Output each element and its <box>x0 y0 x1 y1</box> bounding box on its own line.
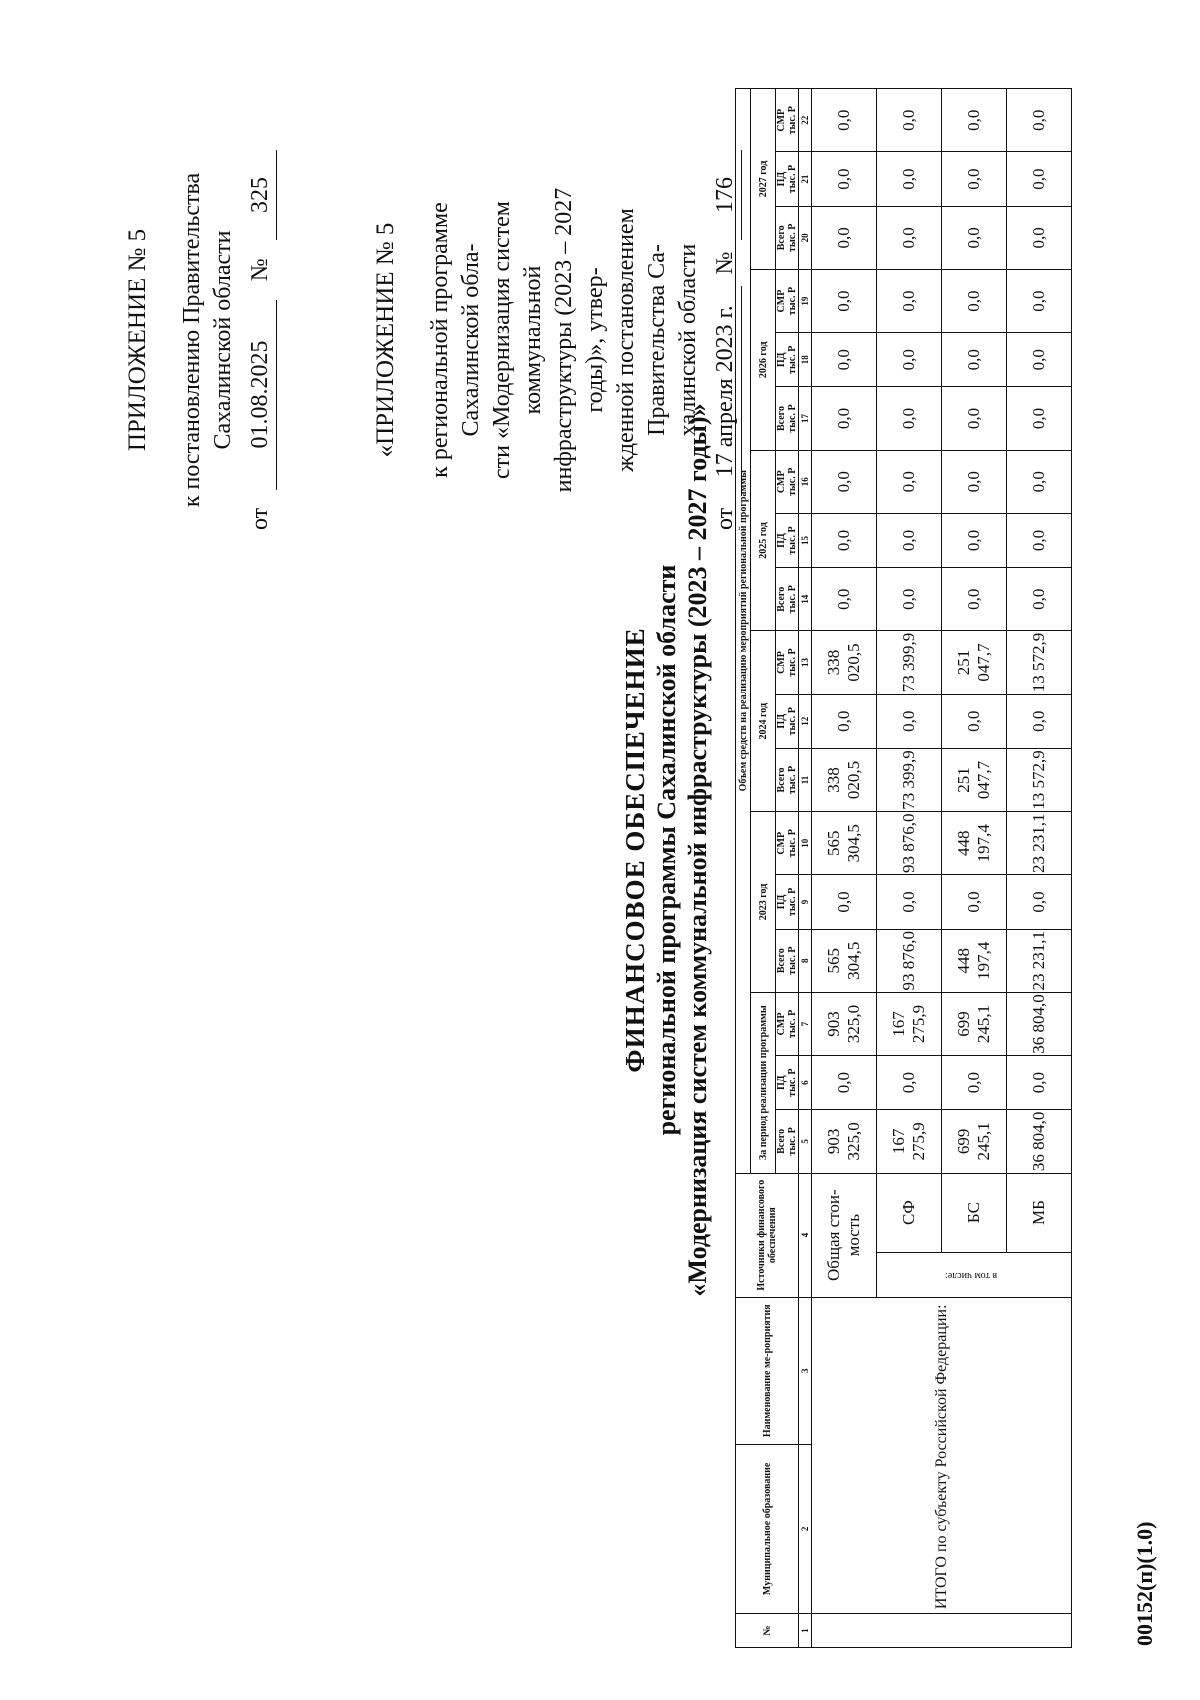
appendix-line: жденной постановлением Правительства Са- <box>613 208 670 472</box>
subcolumn-unit: тыс. Р <box>787 946 798 975</box>
value-cell: 23 231,1 <box>1007 929 1072 992</box>
header-subcolumn <box>776 89 799 152</box>
header-subcolumn <box>776 269 799 332</box>
column-number: 19 <box>799 269 812 332</box>
value-cell: 13 572,9 <box>1007 748 1072 811</box>
appendix-line: к региональной программе Сахалинской обла- <box>427 202 484 478</box>
subcolumn-unit: тыс. Р <box>787 223 798 252</box>
value-cell: 0,0 <box>942 387 1007 450</box>
value-cell: 0,0 <box>877 1056 942 1110</box>
header-subcolumn <box>776 387 799 450</box>
value-cell: 0,0 <box>812 513 877 567</box>
value-cell: 0,0 <box>1007 387 1072 450</box>
source-cell: Общая стои-мость <box>812 1173 877 1297</box>
value-cell: 167 275,9 <box>877 992 942 1055</box>
column-number: 7 <box>799 992 812 1055</box>
column-number: 8 <box>799 929 812 992</box>
value-cell: 699 245,1 <box>942 1110 1007 1173</box>
value-cell: 0,0 <box>1007 152 1072 206</box>
decree-number: 325 <box>245 150 277 240</box>
column-number: 10 <box>799 812 812 875</box>
source-cell: МБ <box>1007 1173 1072 1252</box>
subcolumn-unit: тыс. Р <box>787 887 798 917</box>
header-year: 2026 год <box>751 269 776 450</box>
value-cell: 0,0 <box>812 1056 877 1110</box>
document-code: 00152(п)(1.0) <box>1132 1521 1157 1646</box>
subcolumn-label: ПД <box>776 171 787 187</box>
header-period: За период реализации программы <box>751 992 776 1173</box>
value-cell: 167 275,9 <box>877 1110 942 1173</box>
subcolumn-label: СМР <box>776 831 787 855</box>
value-cell: 0,0 <box>812 89 877 152</box>
subcolumn-unit: тыс. Р <box>787 526 798 555</box>
value-cell: 0,0 <box>877 152 942 206</box>
value-cell: 0,0 <box>877 89 942 152</box>
column-number: 14 <box>799 568 812 631</box>
column-number: 12 <box>799 694 812 748</box>
program-date: 17 апреля 2023 г. <box>710 286 742 496</box>
subcolumn-unit: тыс. Р <box>787 345 798 374</box>
column-number: 4 <box>799 1173 812 1297</box>
subcolumn-unit: тыс. Р <box>787 286 798 316</box>
subcolumn-label: Всего <box>776 767 787 793</box>
column-number: 1 <box>799 1614 812 1648</box>
financing-table <box>735 88 1072 1648</box>
subcolumn-unit: тыс. Р <box>787 829 798 858</box>
column-number: 13 <box>799 631 812 694</box>
header-year: 2023 год <box>751 812 776 993</box>
value-cell: 565 304,5 <box>812 812 877 875</box>
value-cell: 0,0 <box>942 450 1007 513</box>
value-cell: 23 231,1 <box>1007 812 1072 875</box>
appendix-line: сти «Модернизация систем коммунальной <box>489 201 546 479</box>
subcolumn-unit: тыс. Р <box>787 648 798 677</box>
header-subcolumn <box>776 513 799 567</box>
header-subcolumn <box>776 812 799 875</box>
subcolumn-unit: тыс. Р <box>787 164 798 194</box>
value-cell: 73 399,9 <box>877 748 942 811</box>
column-number: 22 <box>799 89 812 152</box>
value-cell: 0,0 <box>942 206 1007 269</box>
value-cell: 0,0 <box>1007 269 1072 332</box>
value-cell: 0,0 <box>812 568 877 631</box>
number-label: № <box>712 251 738 275</box>
value-cell: 36 804,0 <box>1007 992 1072 1055</box>
subcolumn-unit: тыс. Р <box>787 585 798 614</box>
value-cell: 0,0 <box>942 694 1007 748</box>
value-cell: 699 245,1 <box>942 992 1007 1055</box>
total-label: ИТОГО по субъекту Российской Федерации: <box>812 1297 1072 1613</box>
value-cell: 0,0 <box>942 875 1007 929</box>
value-cell: 13 572,9 <box>1007 631 1072 694</box>
value-cell: 0,0 <box>942 89 1007 152</box>
header-sources: Источники финансового обеспечения <box>736 1173 799 1297</box>
subcolumn-unit: тыс. Р <box>787 404 798 433</box>
value-cell: 0,0 <box>812 152 877 206</box>
header-municipality: Муниципальное образование <box>736 1444 799 1613</box>
value-cell: 338 020,5 <box>812 748 877 811</box>
subcolumn-unit: тыс. Р <box>787 707 798 736</box>
column-number: 16 <box>799 450 812 513</box>
value-cell: 0,0 <box>812 450 877 513</box>
appendix-block-new <box>122 150 277 530</box>
value-cell: 0,0 <box>877 694 942 748</box>
title-program: «Модернизация систем коммунальной инфраструктуры (2023 – 2027 годы)» <box>683 403 712 1297</box>
source-cell: БС <box>942 1173 1007 1252</box>
header-subcolumn <box>776 992 799 1055</box>
value-cell: 0,0 <box>877 269 942 332</box>
appendix-line: к постановлению Правительства <box>179 172 205 508</box>
value-cell: 0,0 <box>812 875 877 929</box>
source-cell: СФ <box>877 1173 942 1252</box>
subcolumn-label: СМР <box>776 108 787 132</box>
value-cell: 0,0 <box>877 333 942 387</box>
header-year: 2024 год <box>751 631 776 812</box>
header-subcolumn <box>776 333 799 387</box>
subcolumn-unit: тыс. Р <box>787 765 798 795</box>
header-year: 2025 год <box>751 450 776 631</box>
appendix-line: халинской области <box>675 243 701 437</box>
document-title <box>620 170 713 1530</box>
header-subcolumn <box>776 694 799 748</box>
value-cell: 0,0 <box>812 694 877 748</box>
value-cell: 0,0 <box>1007 333 1072 387</box>
header-subcolumn <box>776 152 799 206</box>
header-subcolumn <box>776 568 799 631</box>
column-number: 5 <box>799 1110 812 1173</box>
header-volume: Объем средств на реализацию мероприятий региональной программы <box>736 89 751 1174</box>
subcolumn-unit: тыс. Р <box>787 1127 798 1156</box>
header-subcolumn <box>776 929 799 992</box>
row-number-cell <box>812 1614 1072 1648</box>
subcolumn-label: ПД <box>776 894 787 910</box>
value-cell: 0,0 <box>942 1056 1007 1110</box>
value-cell: 0,0 <box>877 450 942 513</box>
subcolumn-label: Всего <box>776 948 787 974</box>
value-cell: 0,0 <box>1007 450 1072 513</box>
value-cell: 36 804,0 <box>1007 1110 1072 1173</box>
value-cell: 565 304,5 <box>812 929 877 992</box>
value-cell: 0,0 <box>1007 1056 1072 1110</box>
header-no: № <box>736 1614 799 1648</box>
appendix-title: «ПРИЛОЖЕНИЕ № 5 <box>372 222 399 458</box>
value-cell: 0,0 <box>1007 694 1072 748</box>
value-cell: 0,0 <box>942 568 1007 631</box>
subcolumn-label: СМР <box>776 470 787 494</box>
value-cell: 903 325,0 <box>812 1110 877 1173</box>
value-cell: 0,0 <box>1007 206 1072 269</box>
header-subcolumn <box>776 631 799 694</box>
subcolumn-label: СМР <box>776 1012 787 1036</box>
value-cell: 0,0 <box>812 269 877 332</box>
value-cell: 0,0 <box>942 269 1007 332</box>
appendix-line: Сахалинской области <box>210 230 236 450</box>
header-subcolumn <box>776 450 799 513</box>
column-number: 3 <box>799 1297 812 1444</box>
header-subcolumn <box>776 1110 799 1173</box>
column-number: 2 <box>799 1444 812 1613</box>
value-cell: 0,0 <box>877 206 942 269</box>
subcolumn-label: ПД <box>776 533 787 548</box>
value-cell: 0,0 <box>812 206 877 269</box>
value-cell: 0,0 <box>877 568 942 631</box>
subcolumn-label: Всего <box>776 586 787 612</box>
subcolumn-label: ПД <box>776 713 787 729</box>
including-cell <box>877 1252 1072 1297</box>
header-subcolumn <box>776 206 799 269</box>
header-subcolumn <box>776 875 799 929</box>
signature-line <box>245 150 277 530</box>
subcolumn-label: СМР <box>776 289 787 313</box>
value-cell: 0,0 <box>812 387 877 450</box>
value-cell: 0,0 <box>1007 875 1072 929</box>
value-cell: 338 020,5 <box>812 631 877 694</box>
value-cell: 448 197,4 <box>942 929 1007 992</box>
column-number: 9 <box>799 875 812 929</box>
subcolumn-label: ПД <box>776 1075 787 1091</box>
from-label: от <box>712 507 738 530</box>
column-number: 18 <box>799 333 812 387</box>
value-cell: 251 047,7 <box>942 748 1007 811</box>
header-subcolumn <box>776 748 799 811</box>
title-main: ФИНАНСОВОЕ ОБЕСПЕЧЕНИЕ <box>620 627 650 1073</box>
value-cell: 93 876,0 <box>877 812 942 875</box>
subcolumn-label: Всего <box>776 1128 787 1154</box>
header-year: 2027 год <box>751 89 776 270</box>
including-label: в том числе: <box>945 1269 998 1281</box>
value-cell: 903 325,0 <box>812 992 877 1055</box>
subcolumn-unit: тыс. Р <box>787 1068 798 1097</box>
value-cell: 0,0 <box>812 333 877 387</box>
number-label: № <box>247 258 273 282</box>
subcolumn-label: Всего <box>776 406 787 432</box>
header-event: Наименование ме-роприятия <box>736 1297 799 1444</box>
title-sub: региональной программы Сахалинской области <box>652 564 681 1136</box>
column-number: 6 <box>799 1056 812 1110</box>
subcolumn-unit: тыс. Р <box>787 467 798 496</box>
value-cell: 0,0 <box>942 513 1007 567</box>
column-number: 20 <box>799 206 812 269</box>
value-cell: 0,0 <box>1007 513 1072 567</box>
value-cell: 93 876,0 <box>877 929 942 992</box>
value-cell: 0,0 <box>877 387 942 450</box>
header-subcolumn <box>776 1056 799 1110</box>
appendix-line: инфраструктуры (2023 – 2027 годы)», утвер- <box>551 187 608 493</box>
column-number: 15 <box>799 513 812 567</box>
column-number: 17 <box>799 387 812 450</box>
decree-date: 01.08.2025 <box>245 300 277 490</box>
appendix-title: ПРИЛОЖЕНИЕ № 5 <box>124 228 151 452</box>
subcolumn-unit: тыс. Р <box>787 106 798 135</box>
value-cell: 0,0 <box>1007 89 1072 152</box>
subcolumn-label: ПД <box>776 352 787 368</box>
table-row <box>812 89 877 1648</box>
from-label: от <box>247 507 273 530</box>
subcolumn-unit: тыс. Р <box>787 1009 798 1039</box>
subcolumn-label: СМР <box>776 651 787 674</box>
value-cell: 251 047,7 <box>942 631 1007 694</box>
column-number: 21 <box>799 152 812 206</box>
value-cell: 0,0 <box>1007 568 1072 631</box>
subcolumn-label: Всего <box>776 225 787 251</box>
value-cell: 448 197,4 <box>942 812 1007 875</box>
value-cell: 73 399,9 <box>877 631 942 694</box>
value-cell: 0,0 <box>877 875 942 929</box>
column-number: 11 <box>799 748 812 811</box>
program-number: 176 <box>710 150 742 240</box>
value-cell: 0,0 <box>877 513 942 567</box>
value-cell: 0,0 <box>942 333 1007 387</box>
value-cell: 0,0 <box>942 152 1007 206</box>
